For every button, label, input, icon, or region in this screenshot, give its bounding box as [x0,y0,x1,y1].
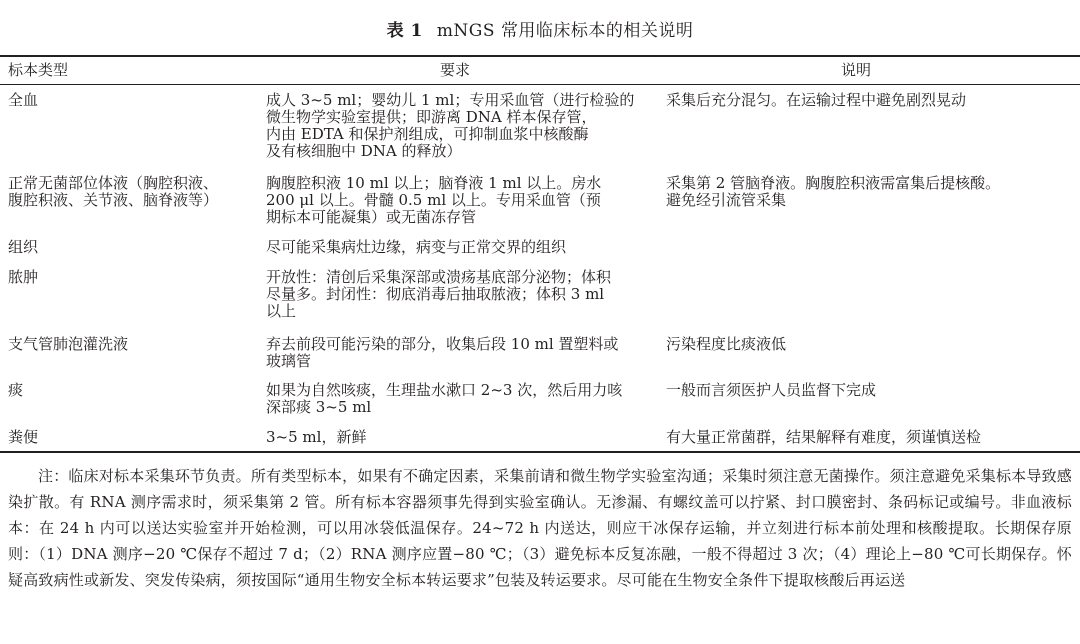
header-requirement: 要求 [440,61,471,79]
table-row-requirement: 成人 3~5 ml；婴幼儿 1 ml；专用采血管（进行检验的 微生物学实验室提供；即游离 DNA 样本保存管， 内由 EDTA 和保护剂组成，可抑制血浆中核酸酶 及有核细胞中 DNA 的释放） [266,91,635,160]
table-row-requirement: 尽可能采集病灶边缘，病变与正常交界的组织 [266,238,567,256]
table-row-requirement: 胸腹腔积液 10 ml 以上；脑脊液 1 ml 以上。房水 200 μl 以上。骨髓 0.5 ml 以上。专用采血管（预 期标本可能凝集）或无菌冻存管 [266,174,602,226]
table-row-type: 脓肿 [8,268,39,286]
table-row-note: 采集第 2 管脑脊液。胸腹腔积液需富集后提核酸。 避免经引流管采集 [666,174,1001,209]
header-notes: 说明 [841,61,872,79]
table-caption: mNGS 常用临床标本的相关说明 [436,21,694,41]
table-row-type: 全血 [8,91,39,109]
table-row-type: 组织 [8,238,39,256]
table-footnote: 注：临床对标本采集环节负责。所有类型标本，如果有不确定因素，采集前请和微生物学实验室沟通；采集时须注意无菌操作。须注意避免采集标本导致感染扩散。有 RNA 测序需求时，须采集第 2 管。所有标本容器须事先得到实验室确认。无渗漏、有螺纹盖可以拧紧、封口膜密封、条码标记或编号。非血液标本：在 24 h 内可以送达实验室并开始检测，可以用冰袋低温保存。24~72 h 内送达，则应干冰保存运输，并立刻进行标本前处理和核酸提取。长期保存原则：（1）DNA 测序−20 ℃保存不超过 7 d；（2）RNA 测序应置−80 ℃；（3）避免标本反复冻融，一般不得超过 3 次；（4）理论上−80 ℃可长期保存。怀疑高致病性或新发、突发传染病，须按国际“通用生物安全标本转运要求”包装及转运要求。尽可能在生物安全条件下提取核酸后再运送 [8,467,1072,589]
top-rule [0,55,1080,57]
table-row-note: 有大量正常菌群，结果解释有难度，须谨慎送检 [666,428,982,446]
table-row-requirement: 3~5 ml，新鲜 [266,428,367,446]
header-type: 标本类型 [8,61,69,79]
table-row-note: 一般而言须医护人员监督下完成 [666,381,877,399]
table-row-type: 支气管肺泡灌洗液 [8,335,129,353]
bottom-rule [0,451,1080,453]
table-row-requirement: 开放性：清创后采集深部或溃疡基底部分泌物；体积 尽量多。封闭性：彻底消毒后抽取脓液；体积 3 ml 以上 [266,268,612,320]
table-row-type: 粪便 [8,428,39,446]
table-title [0,16,1080,41]
table-row-note: 采集后充分混匀。在运输过程中避免剧烈晃动 [666,91,967,109]
table-row-type: 痰 [8,381,24,399]
table-number: 表 1 [386,21,423,41]
table-row-requirement: 弃去前段可能污染的部分，收集后段 10 ml 置塑料或 玻璃管 [266,335,619,370]
table-row-requirement: 如果为自然咳痰，生理盐水漱口 2~3 次，然后用力咳 深部痰 3~5 ml [266,381,623,416]
header-rule [0,84,1080,85]
table-row-type: 正常无菌部位体液（胸腔积液、 腹腔积液、关节液、脑脊液等） [8,174,219,209]
table-row-note: 污染程度比痰液低 [666,335,787,353]
